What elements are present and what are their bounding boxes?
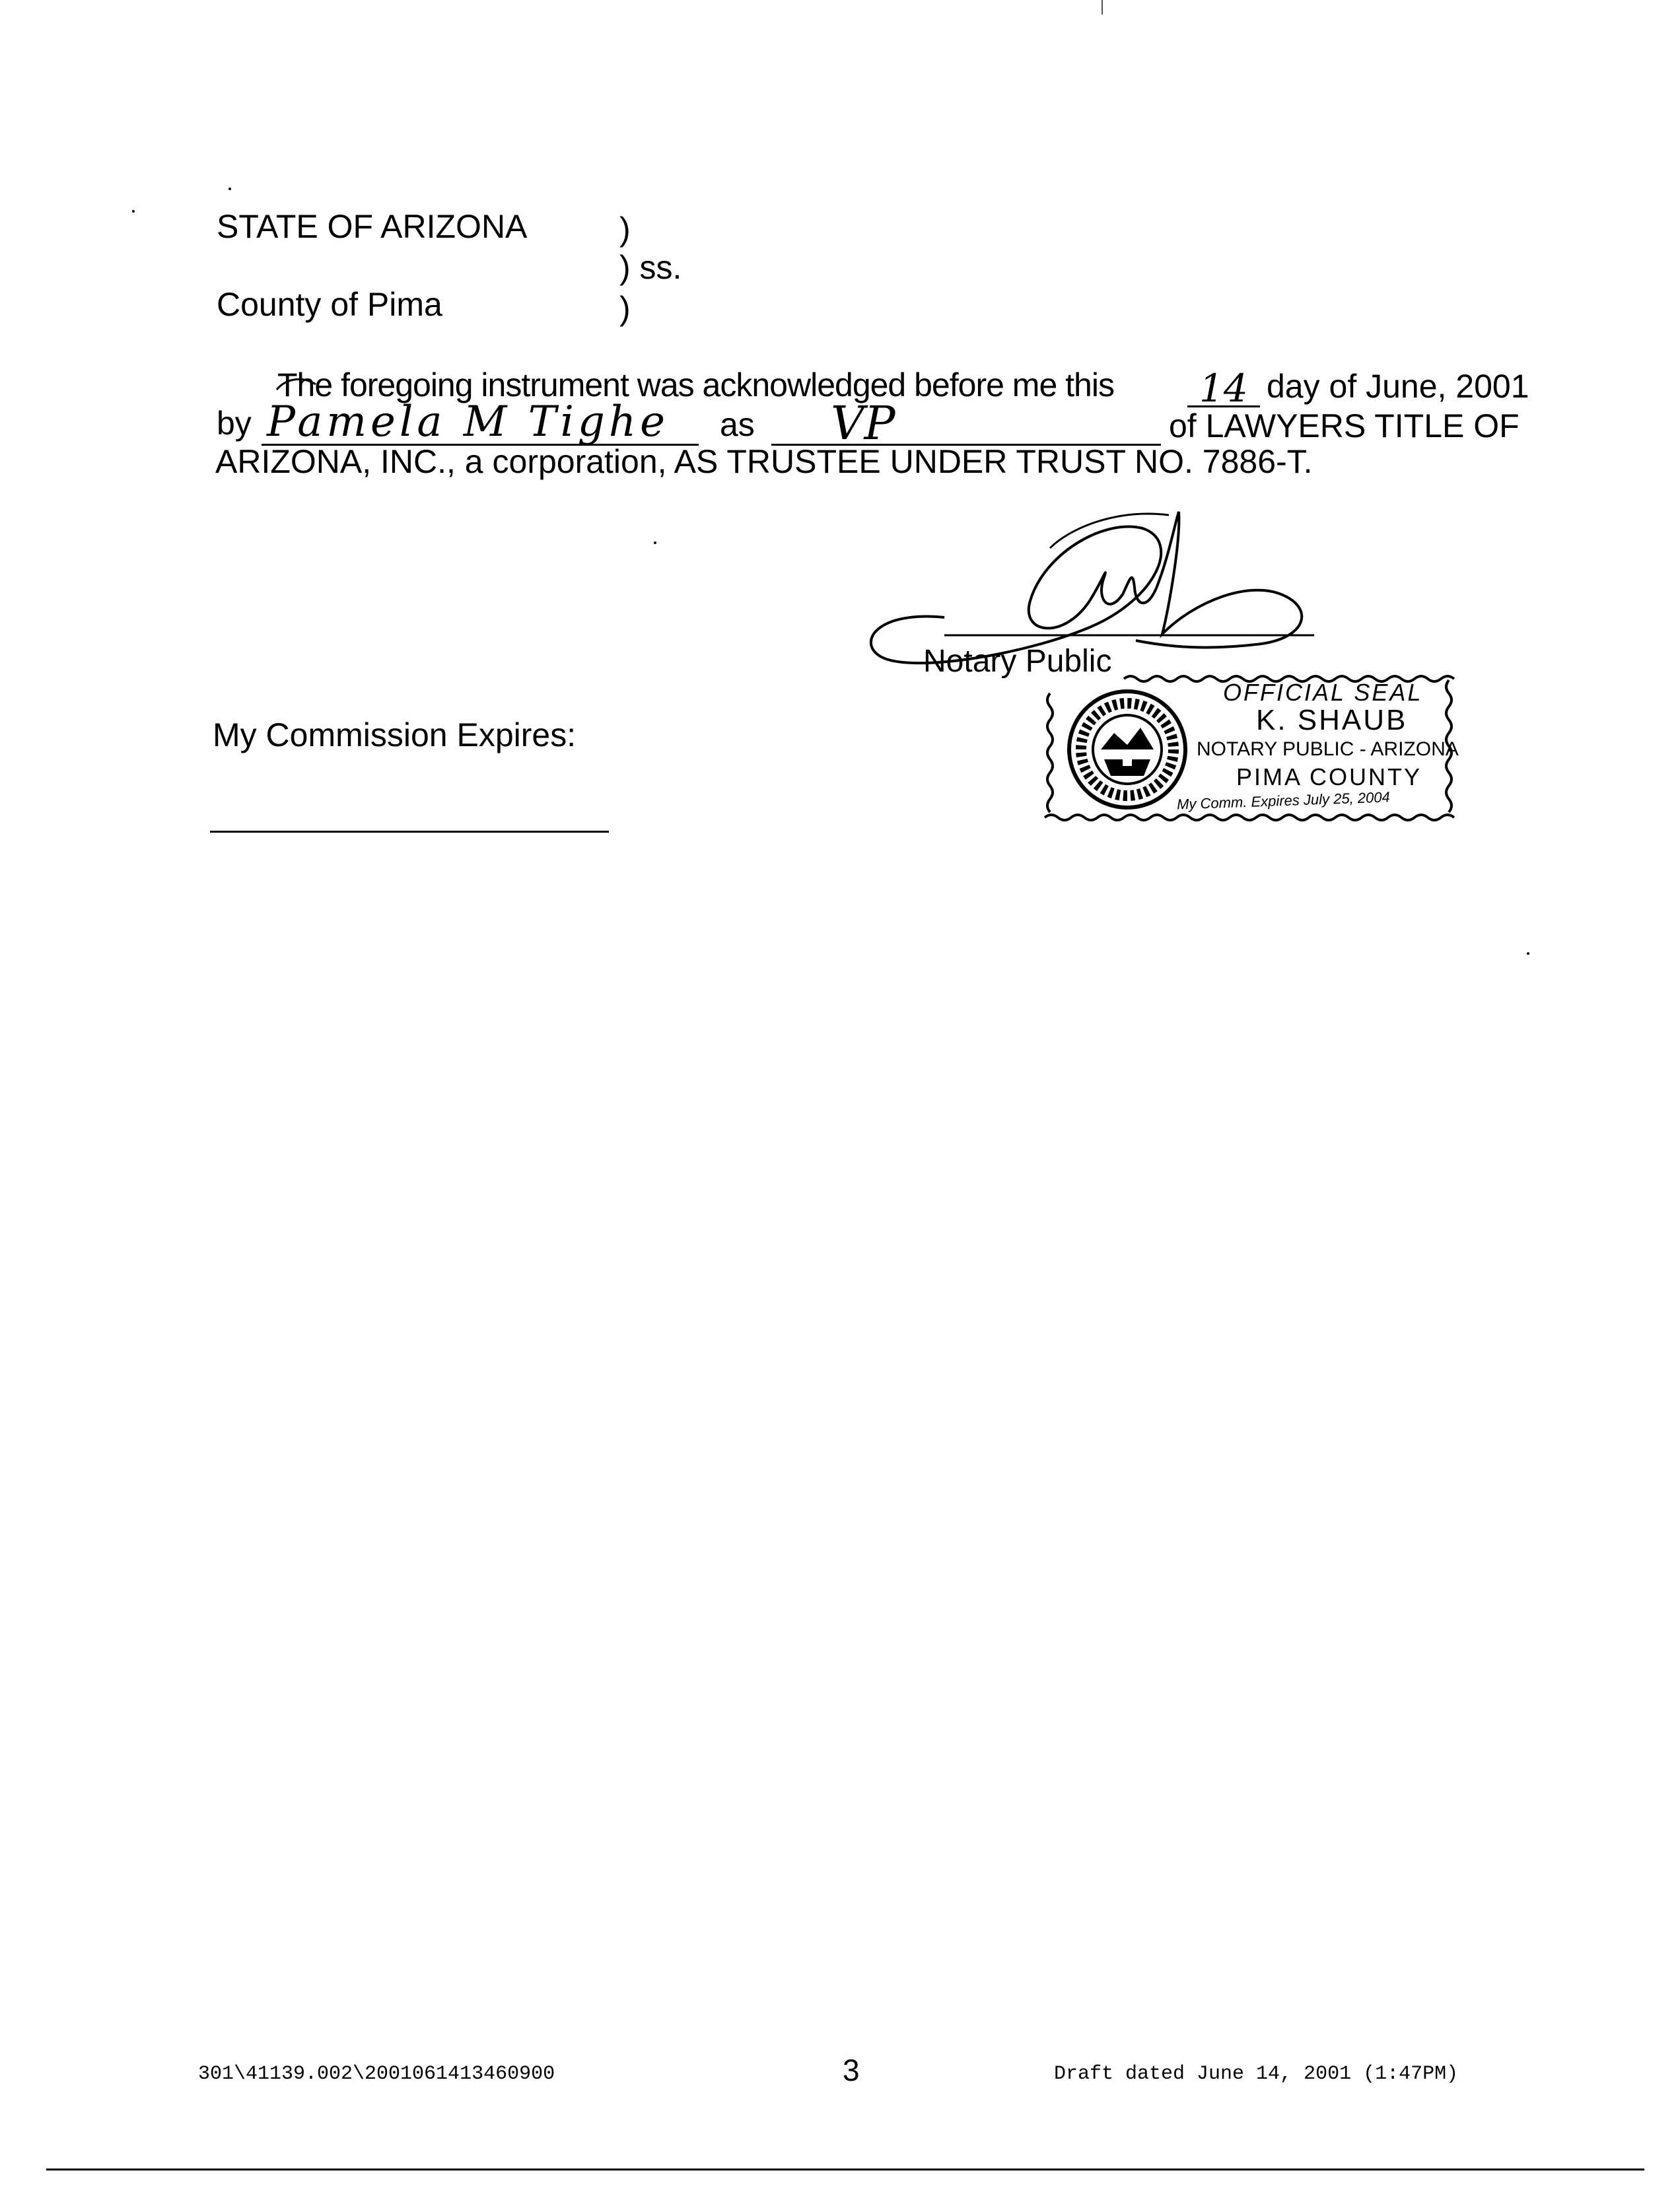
venue-paren-top: ) — [619, 211, 631, 248]
venue-paren-bottom: ) — [619, 290, 631, 327]
ack-line-3: ARIZONA, INC., a corporation, AS TRUSTEE UNDER TRUST NO. 7886-T. — [215, 443, 1313, 480]
title-blank — [771, 396, 1161, 450]
seal-line-official: OFFICIAL SEAL — [1223, 679, 1423, 706]
day-handwritten: 14 — [1199, 366, 1248, 411]
page-bottom-rule — [46, 2169, 1644, 2170]
commission-blank-line — [210, 831, 609, 833]
handwritten-mark — [273, 375, 320, 395]
name-handwritten: Pamela M Tighe — [267, 398, 669, 446]
official-seal-stamp — [1038, 667, 1459, 825]
ack-line-1 — [277, 368, 1114, 401]
name-blank — [262, 398, 699, 446]
seal-line-expires: My Comm. Expires July 25, 2004 — [1176, 788, 1391, 813]
ack-line-1-tail: day of June, 2001 — [1267, 368, 1529, 405]
title-handwritten: VP — [831, 396, 895, 450]
scan-speck — [1527, 952, 1529, 955]
scan-mark — [1102, 0, 1103, 15]
state-seal-emblem — [1065, 687, 1190, 812]
scan-speck — [228, 188, 231, 190]
venue-county: County of Pima — [217, 286, 442, 323]
footer-doc-id: 301\41139.002\2001061413460900 — [198, 2063, 555, 2085]
footer-page-number: 3 — [843, 2053, 860, 2087]
venue-state: STATE OF ARIZONA — [217, 208, 528, 245]
ack-line-1-text: The foregoing instrument was acknowledged before me this — [277, 366, 1114, 403]
seal-line-name: K. SHAUB — [1256, 704, 1408, 736]
footer-draft-date: Draft dated June 14, 2001 (1:47PM) — [1054, 2063, 1459, 2085]
ack-line-2-tail: of LAWYERS TITLE OF — [1169, 407, 1520, 444]
seal-line-county: PIMA COUNTY — [1236, 763, 1422, 790]
scan-speck — [654, 541, 656, 544]
seal-line-notary: NOTARY PUBLIC - ARIZONA — [1197, 738, 1459, 760]
day-blank — [1187, 366, 1260, 411]
as-label: as — [720, 406, 755, 443]
scan-speck — [132, 210, 135, 213]
notary-public-label: Notary Public — [923, 644, 1112, 679]
notary-signature-text — [1030, 559, 1051, 566]
commission-label: My Commission Expires: — [213, 716, 577, 753]
venue-paren-ss: ) ss. — [619, 249, 682, 286]
by-label: by — [217, 405, 252, 442]
